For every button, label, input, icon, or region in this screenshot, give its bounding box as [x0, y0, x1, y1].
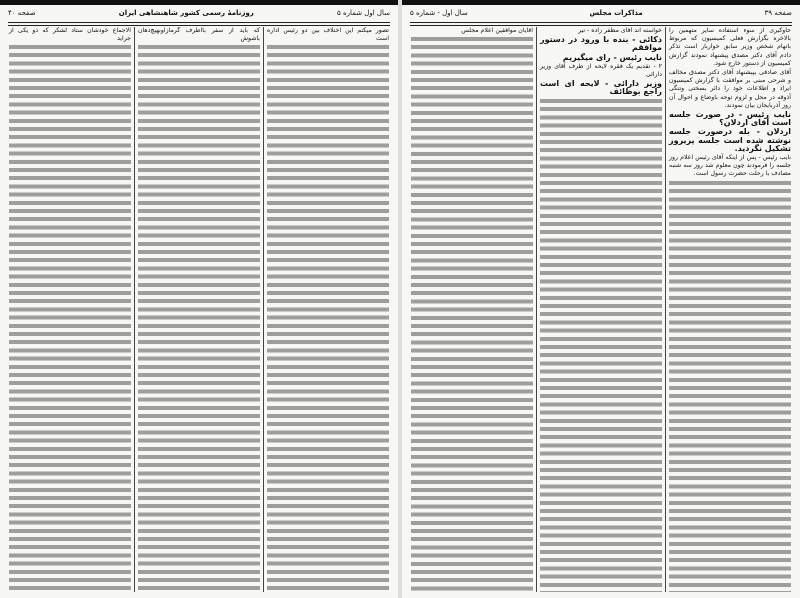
speaker-paragraph: وزیر دارائی - لایحه ای است راجع بوظائف [540, 79, 662, 97]
section-title: مذاکرات مجلس [589, 9, 643, 17]
header-rule [410, 22, 792, 26]
header-rule [8, 22, 390, 26]
speaker-paragraph: نایب رئیس - در صورت جلسه است آقای اردلان؟ [669, 110, 791, 128]
text-column [6, 27, 134, 592]
paragraph: آقایان موافقین اعلام مجلس [461, 27, 533, 34]
issue-label: سال اول - شماره ۵ [410, 9, 468, 17]
illegible-text [267, 45, 389, 592]
page-number: صفحه ۳۹ [764, 9, 792, 17]
right-newspaper-page [402, 0, 800, 598]
page-top-border [402, 0, 800, 5]
speaker-paragraph: اردلان - بله درصورت جلسه نوشته شده است جلسه پریروز تشکیل نگردید. [669, 127, 791, 153]
paragraph: حاوکیری از سوء استفاده سایر متهمین را بالاخره بگزارش فعلی کمیسیون که مربوط باتهام شخص وزیر سابق خواربار است تذکر دادم آقای دکتر مصدق پیشنهاد نمودند گزارش کمیسیون از دستور خارج شود. [669, 27, 791, 67]
page-header [8, 6, 390, 20]
text-column [408, 27, 536, 592]
text-column [263, 27, 392, 592]
article-columns [408, 27, 794, 592]
issue-label: سال اول شماره ۵ [336, 9, 390, 17]
text-column [134, 27, 263, 592]
paragraph: که باید از سفر بااطرف گرمازاوبهیچ‌دهان باشوش [138, 27, 260, 43]
paragraph: الاجماع خودشان ستاد لشکر که دو یکی از جراید [9, 27, 131, 43]
newspaper-title: روزنامهٔ رسمی کشور شاهنشاهی ایران [118, 9, 254, 17]
paragraph: ۲ - تقدیم یک فقره لایحه از طرف آقای وزیر دارائی [540, 62, 662, 79]
left-newspaper-page [0, 0, 398, 598]
page-top-border [0, 0, 398, 5]
page-header [410, 6, 792, 20]
page-number: صفحه ۴۰ [8, 9, 36, 17]
illegible-text [540, 99, 662, 592]
illegible-text [9, 45, 131, 592]
paragraph: آقای صادقی بپیشنهاد آقای دکتر مصدق مخالف و شرحی مبنی بر موافقت با گزارش کمیسیون ایراد و اطلاعات خود را دائر بسختی وتنگی آذوقه در محل و لزوم توجه باوضاع و احوال آن روز آذربایجان بیان نمودند. [669, 69, 791, 109]
text-column [665, 27, 794, 592]
illegible-text [411, 37, 533, 592]
paragraph: تصور میکنم این اختلاف بین دو رئیس اداره است [267, 27, 389, 43]
illegible-text [138, 45, 260, 592]
text-column [536, 27, 665, 592]
speaker-paragraph: نایب رئیس - رای میگیریم [562, 52, 662, 62]
illegible-text [669, 181, 791, 592]
paragraph: نایب رئیس - پس از اینکه آقای رئیس اعلام روز جلسه را فرمودند چون معلوم شد روز سه شنبه مصادف با رحلت حضرت رسول است. [669, 154, 791, 178]
article-columns [6, 27, 392, 592]
speaker-paragraph: ذکائی - بنده با ورود در دستور موافقم [540, 35, 662, 53]
paragraph: خواسته اند آقای مظفر زاده - تیر [578, 27, 662, 34]
